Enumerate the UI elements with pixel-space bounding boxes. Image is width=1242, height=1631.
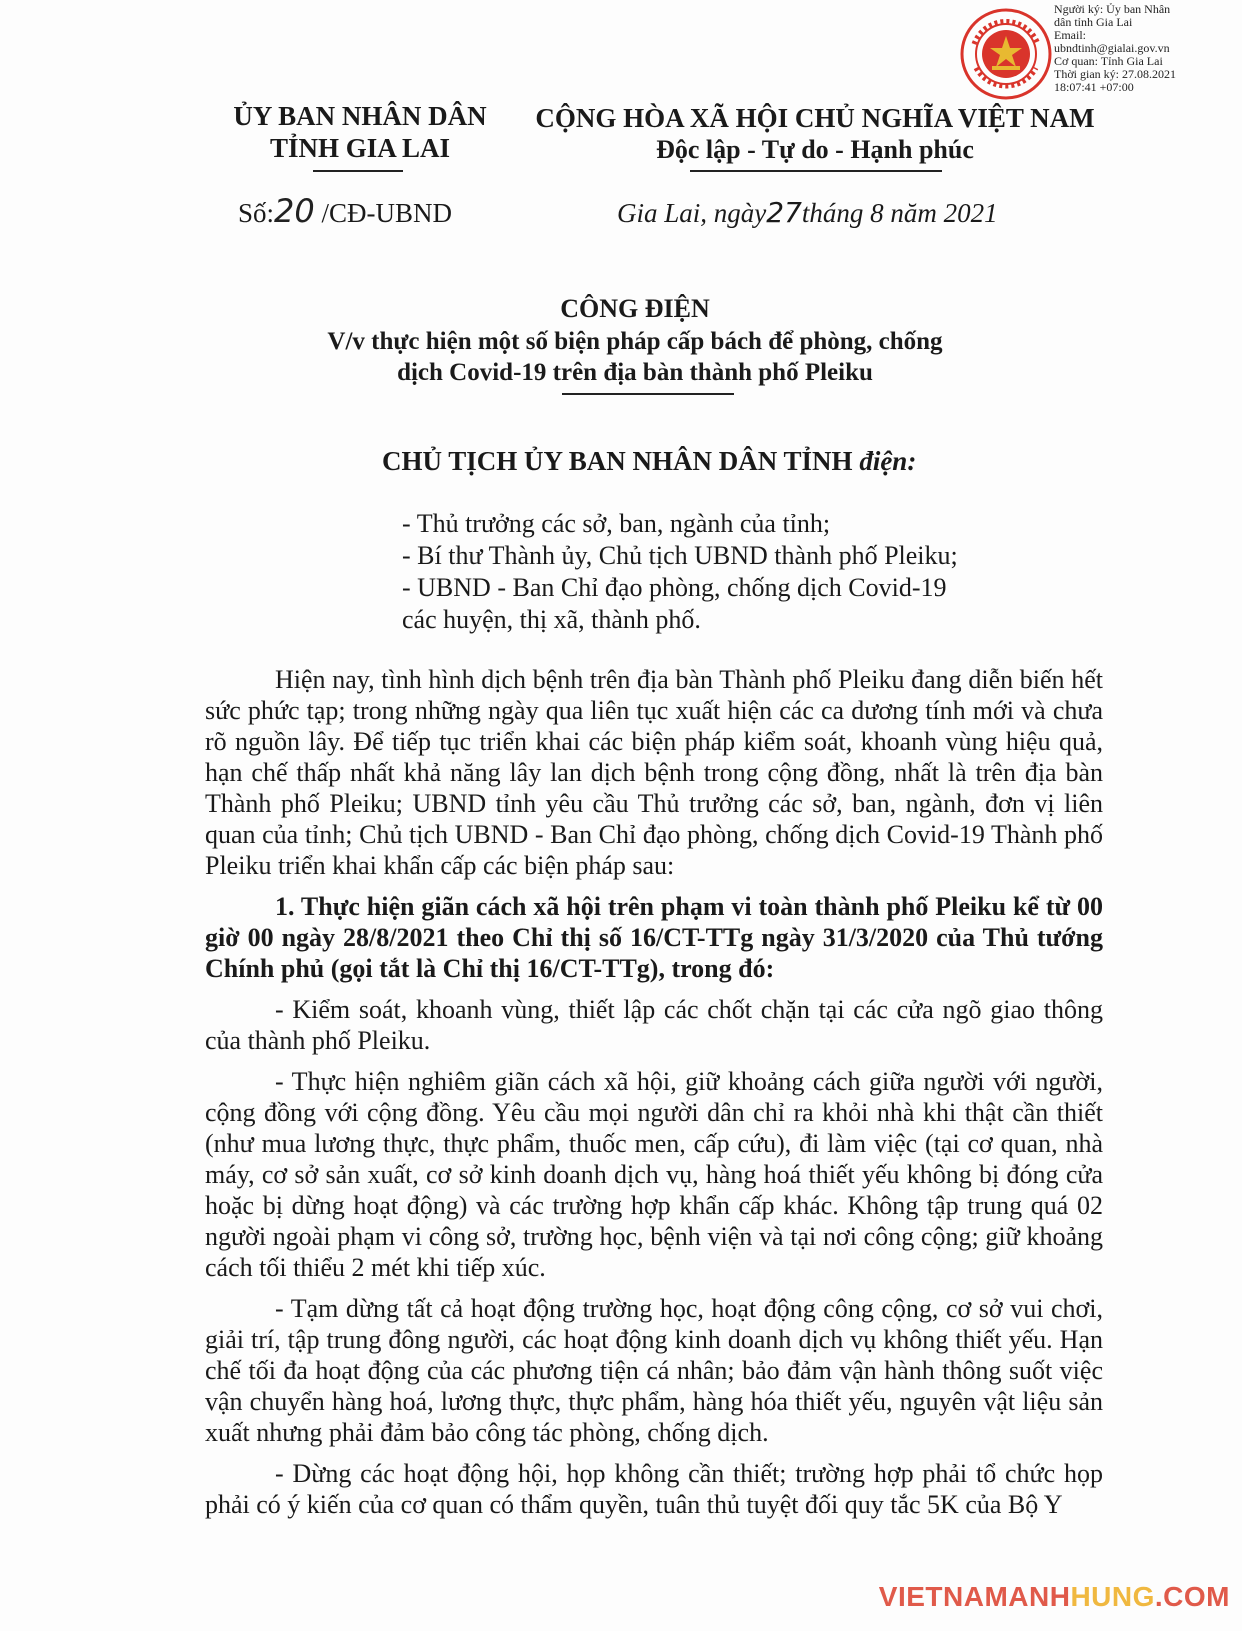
authority-underline bbox=[313, 170, 403, 172]
handwritten-number: 20 bbox=[274, 192, 315, 230]
number-prefix: Số: bbox=[238, 198, 275, 228]
authority-line-1: ỦY BAN NHÂN DÂN bbox=[233, 101, 487, 131]
paragraph: - Tạm dừng tất cả hoạt động trường học, hoạt động công cộng, cơ sở vui chơi, giải trí, tập trung đông người, các hoạt động kinh doanh dịch vụ không thiết yếu. Hạn chế tối đa hoạt động của các phương tiện cá nhân; bảo đảm vận hành thông suốt việc vận chuyển hàng hoá, lương thực, thực phẩm, hàng hóa thiết yếu, nguyên vật liệu sản xuất nhưng phải đảm bảo công tác phòng, chống dịch. bbox=[205, 1294, 1103, 1447]
recipient-item: - Thủ trưởng các sở, ban, ngành của tỉnh; bbox=[402, 509, 831, 538]
paragraph: - Dừng các hoạt động hội, họp không cần thiết; trường hợp phải tổ chức họp phải có ý kiến của cơ quan có thẩm quyền, tuân thủ tuyệt đối quy tắc 5K của Bộ Y bbox=[205, 1459, 1103, 1519]
section-heading: 1. Thực hiện giãn cách xã hội trên phạm vi toàn thành phố Pleiku kể từ 00 giờ 00 ngày 28/8/2021 theo Chỉ thị số 16/CT-TTg ngày 31/3/2020 của Thủ tướng Chính phủ (gọi tắt là Chỉ thị 16/CT-TTg), trong đó: bbox=[205, 892, 1103, 983]
handwritten-day: 27 bbox=[766, 196, 802, 229]
watermark-part-2: HUNG bbox=[1070, 1581, 1155, 1612]
signature-line: 18:07:41 +07:00 bbox=[1054, 80, 1134, 94]
national-emblem-seal-icon bbox=[960, 8, 1052, 100]
recipient-item: - UBND - Ban Chỉ đạo phòng, chống dịch Covid-19 bbox=[402, 573, 947, 602]
signature-line: Cơ quan: Tỉnh Gia Lai bbox=[1054, 54, 1163, 68]
title-underline bbox=[562, 393, 734, 395]
recipient-item: - Bí thư Thành ủy, Chủ tịch UBND thành phố Pleiku; bbox=[402, 541, 958, 570]
signature-line: Email: bbox=[1054, 28, 1086, 42]
watermark-part-3: .COM bbox=[1154, 1581, 1230, 1612]
signature-line: ubndtinh@gialai.gov.vn bbox=[1054, 41, 1170, 55]
country-name: CỘNG HÒA XÃ HỘI CHỦ NGHĨA VIỆT NAM bbox=[535, 103, 1095, 133]
date-line bbox=[617, 196, 998, 229]
authority-line-2: TỈNH GIA LAI bbox=[269, 133, 451, 163]
document-number bbox=[238, 192, 452, 230]
issuing-authority bbox=[210, 100, 510, 164]
watermark-part-1: VIETNAMANH bbox=[878, 1581, 1071, 1612]
date-suffix: tháng 8 năm 2021 bbox=[801, 198, 998, 228]
site-watermark bbox=[879, 1581, 1230, 1613]
number-suffix: /CĐ-UBND bbox=[314, 198, 453, 228]
date-prefix: Gia Lai, ngày bbox=[617, 198, 767, 228]
motto-underline bbox=[690, 170, 942, 172]
sender-title: CHỦ TỊCH ỦY BAN NHÂN DÂN TỈNH bbox=[382, 446, 860, 476]
recipient-item: các huyện, thị xã, thành phố. bbox=[402, 605, 701, 634]
motto-text: Độc lập - Tự do - Hạnh phúc bbox=[656, 135, 974, 164]
signature-line: dân tỉnh Gia Lai bbox=[1054, 15, 1133, 29]
paragraph: - Kiểm soát, khoanh vùng, thiết lập các chốt chặn tại các cửa ngõ giao thông của thành phố Pleiku. bbox=[205, 995, 1103, 1055]
signature-line: Người ký: Ủy ban Nhân bbox=[1054, 2, 1171, 16]
sender-verb: điện: bbox=[859, 446, 917, 476]
title-line-2: V/v thực hiện một số biện pháp cấp bách để phòng, chống bbox=[327, 328, 943, 355]
recipient-list bbox=[402, 508, 958, 636]
national-motto bbox=[515, 102, 1115, 166]
title-line-3: dịch Covid-19 trên địa bàn thành phố Pleiku bbox=[397, 359, 873, 386]
title-line-1: CÔNG ĐIỆN bbox=[560, 294, 710, 323]
digital-signature-info bbox=[1054, 3, 1242, 94]
paragraph: - Thực hiện nghiêm giãn cách xã hội, giữ khoảng cách giữa người với người, cộng đồng với cộng đồng. Yêu cầu mọi người dân chỉ ra khỏi nhà khi thật cần thiết (như mua lương thực, thực phẩm, thuốc men, cấp cứu), đi làm việc (tại cơ quan, nhà máy, cơ sở sản xuất, cơ sở kinh doanh dịch vụ, hàng hoá thiết yếu không bị đóng cửa hoặc bị dừng hoạt động) và các trường hợp khẩn cấp khác. Không tập trung quá 02 người ngoài phạm vi công sở, trường học, bệnh viện và tại nơi công cộng; giữ khoảng cách tối thiểu 2 mét khi tiếp xúc. bbox=[205, 1067, 1103, 1282]
paragraph: Hiện nay, tình hình dịch bệnh trên địa bàn Thành phố Pleiku đang diễn biến hết sức phức tạp; trong những ngày qua liên tục xuất hiện các ca dương tính mới và chưa rõ nguồn lây. Để tiếp tục triển khai các biện pháp kiểm soát, khoanh vùng hiệu quả, hạn chế thấp nhất khả năng lây lan dịch bệnh trong cộng đồng, nhất là trên địa bàn Thành phố Pleiku; UBND tỉnh yêu cầu Thủ trưởng các sở, ban, ngành, đơn vị liên quan của tỉnh; Chủ tịch UBND - Ban Chỉ đạo phòng, chống dịch Covid-19 Thành phố Pleiku triển khai khẩn cấp các biện pháp sau: bbox=[205, 665, 1103, 880]
signature-line: Thời gian ký: 27.08.2021 bbox=[1054, 67, 1177, 81]
document-body bbox=[205, 664, 1103, 1530]
sender-heading bbox=[382, 446, 916, 477]
document-title bbox=[255, 292, 1015, 388]
